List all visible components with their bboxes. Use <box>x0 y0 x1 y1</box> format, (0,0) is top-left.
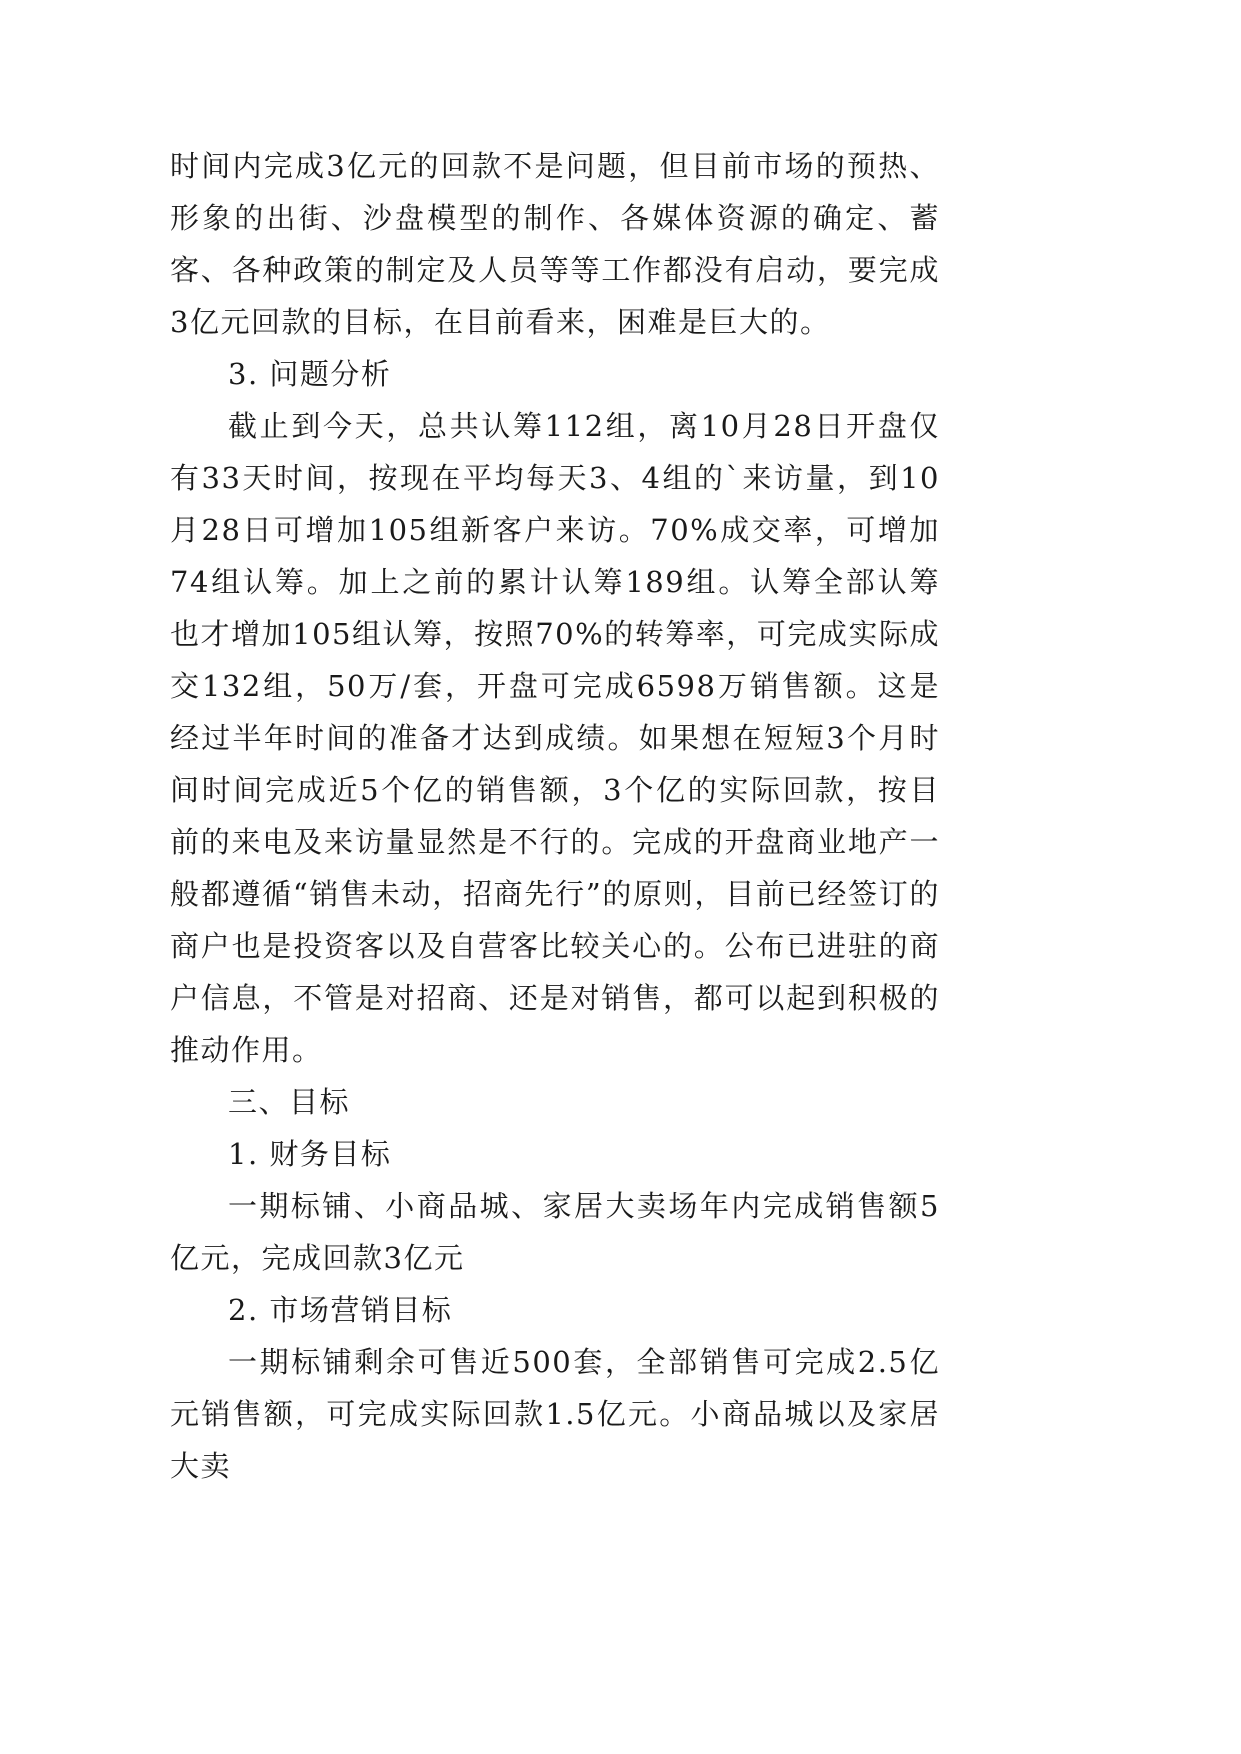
heading-goals: 三、目标 <box>228 1085 351 1119</box>
paragraph-financial-goals: 一期标铺、小商品城、家居大卖场年内完成销售额5亿元，完成回款3亿元 <box>170 1189 940 1275</box>
paragraph-continuation: 时间内完成3亿元的回款不是问题，但目前市场的预热、形象的出街、沙盘模型的制作、各媒体资源的确定、蓄客、各种政策的制定及人员等等工作都没有启动，要完成3亿元回款的目标，在目前看来，困难是巨大的。 <box>170 149 940 339</box>
paragraph-marketing-goals: 一期标铺剩余可售近500套，全部销售可完成2.5亿元销售额，可完成实际回款1.5亿元。小商品城以及家居大卖 <box>170 1345 940 1483</box>
document-body <box>170 140 940 1492</box>
heading-marketing-goals: 2. 市场营销目标 <box>228 1293 453 1327</box>
paragraph-analysis: 截止到今天，总共认筹112组，离10月28日开盘仅有33天时间，按现在平均每天3、4组的`来访量，到10月28日可增加105组新客户来访。70%成交率，可增加74组认筹。加上之前的累计认筹189组。认筹全部认筹也才增加105组认筹，按照70%的转筹率，可完成实际成交132组，50万/套，开盘可完成6598万销售额。这是经过半年时间的准备才达到成绩。如果想在短短3个月时间时间完成近5个亿的销售额，3个亿的实际回款，按目前的来电及来访量显然是不行的。完成的开盘商业地产一般都遵循“销售未动，招商先行”的原则，目前已经签订的商户也是投资客以及自营客比较关心的。公布已进驻的商户信息，不管是对招商、还是对销售，都可以起到积极的推动作用。 <box>170 409 940 1067</box>
heading-financial-goals: 1. 财务目标 <box>228 1137 392 1171</box>
heading-problem-analysis: 3. 问题分析 <box>228 357 392 391</box>
